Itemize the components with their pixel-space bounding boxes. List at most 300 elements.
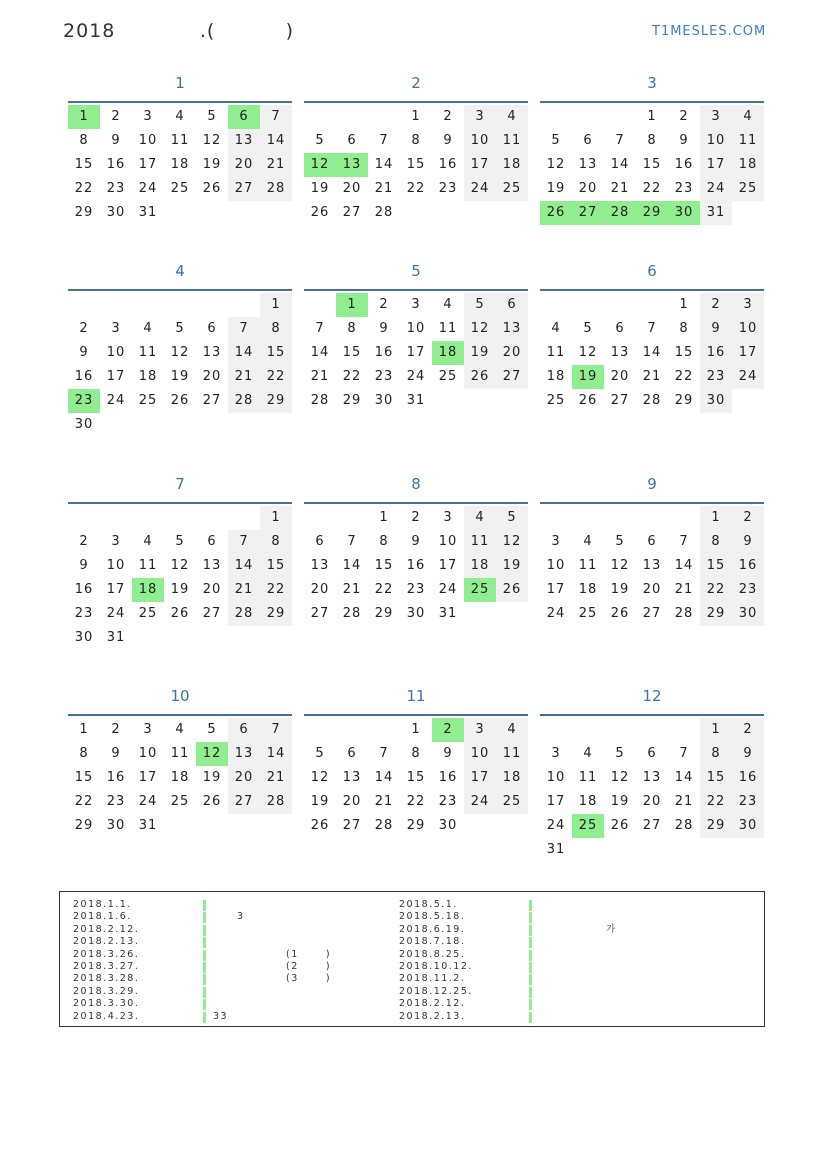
day-cell: 11 bbox=[170, 746, 190, 761]
day-cell: 21 bbox=[674, 582, 694, 597]
empty-day-cell bbox=[636, 293, 668, 317]
day-cell: 6 bbox=[647, 746, 657, 761]
day-cell: 4 bbox=[175, 109, 185, 124]
day-cell: 7 bbox=[379, 133, 389, 148]
day-cell: 24 bbox=[732, 365, 764, 389]
day-cell: 22 bbox=[260, 578, 292, 602]
day-cell: 9 bbox=[411, 534, 421, 549]
day-cell: 3 bbox=[464, 718, 496, 742]
empty-day-cell bbox=[668, 506, 700, 530]
day-cell: 2 bbox=[732, 506, 764, 530]
day-cell: 17 bbox=[138, 770, 158, 785]
holiday-note-date: 2018.1.6. bbox=[73, 911, 132, 923]
day-cell: 12 bbox=[610, 558, 630, 573]
empty-day-cell bbox=[604, 718, 636, 742]
holiday-note-date: 2018.2.12. bbox=[73, 923, 140, 935]
day-cell: 2 bbox=[79, 534, 89, 549]
day-cell: 18 bbox=[732, 153, 764, 177]
day-cell: 6 bbox=[347, 746, 357, 761]
day-grid bbox=[68, 105, 292, 225]
holiday-color-marker bbox=[529, 1012, 532, 1023]
day-cell: 1 bbox=[411, 109, 421, 124]
day-cell: 14 bbox=[260, 129, 292, 153]
day-cell: 4 bbox=[551, 321, 561, 336]
month-divider bbox=[304, 289, 528, 291]
day-cell: 28 bbox=[228, 389, 260, 413]
holiday-note-date: 2018.7.18. bbox=[399, 936, 466, 948]
day-cell: 16 bbox=[700, 341, 732, 365]
day-cell: 29 bbox=[374, 606, 394, 621]
day-cell: 5 bbox=[615, 534, 625, 549]
day-cell: 7 bbox=[379, 746, 389, 761]
holiday-color-marker bbox=[529, 900, 532, 911]
brand-logo-text[interactable]: T1MESLES.COM bbox=[652, 24, 767, 39]
day-grid bbox=[68, 293, 292, 437]
empty-day-cell bbox=[604, 105, 636, 129]
day-cell: 6 bbox=[347, 133, 357, 148]
day-cell: 28 bbox=[374, 205, 394, 220]
page-title: 2018 .( ) bbox=[63, 20, 295, 42]
day-cell: 31 bbox=[138, 205, 158, 220]
month-divider bbox=[68, 714, 292, 716]
day-cell: 20 bbox=[642, 582, 662, 597]
day-cell: 14 bbox=[310, 345, 330, 360]
day-cell: 10 bbox=[106, 558, 126, 573]
day-cell: 27 bbox=[342, 205, 362, 220]
holiday-note-row bbox=[399, 924, 719, 936]
day-cell: 1 bbox=[260, 293, 292, 317]
day-cell: 22 bbox=[674, 369, 694, 384]
day-cell: 11 bbox=[578, 770, 598, 785]
day-cell: 3 bbox=[111, 534, 121, 549]
holiday-note-row bbox=[399, 973, 719, 985]
day-cell: 10 bbox=[138, 746, 158, 761]
day-cell: 19 bbox=[170, 369, 190, 384]
day-cell: 28 bbox=[674, 606, 694, 621]
day-cell: 23 bbox=[438, 181, 458, 196]
day-cell: 18 bbox=[170, 770, 190, 785]
day-cell: 6 bbox=[207, 534, 217, 549]
month-divider bbox=[68, 289, 292, 291]
day-cell: 8 bbox=[79, 746, 89, 761]
holiday-color-marker bbox=[529, 999, 532, 1010]
empty-day-cell bbox=[100, 293, 132, 317]
day-cell: 30 bbox=[406, 606, 426, 621]
day-cell: 13 bbox=[228, 129, 260, 153]
day-cell: 30 bbox=[74, 417, 94, 432]
holiday-color-marker bbox=[203, 1012, 206, 1023]
holiday-note-row bbox=[73, 936, 393, 948]
day-cell: 14 bbox=[342, 558, 362, 573]
day-cell: 24 bbox=[464, 790, 496, 814]
day-cell: 4 bbox=[583, 534, 593, 549]
empty-day-cell bbox=[336, 105, 368, 129]
day-cell: 25 bbox=[138, 393, 158, 408]
day-cell: 15 bbox=[260, 341, 292, 365]
holiday-note-row bbox=[73, 911, 393, 923]
day-cell: 20 bbox=[202, 369, 222, 384]
day-cell: 6 bbox=[583, 133, 593, 148]
day-cell: 16 bbox=[374, 345, 394, 360]
month-divider bbox=[304, 101, 528, 103]
day-cell: 23 bbox=[106, 794, 126, 809]
day-cell: 16 bbox=[106, 770, 126, 785]
holiday-color-marker bbox=[529, 987, 532, 998]
day-cell: 17 bbox=[406, 345, 426, 360]
day-cell: 1 bbox=[260, 506, 292, 530]
holiday-color-marker bbox=[529, 912, 532, 923]
day-cell: 3 bbox=[464, 105, 496, 129]
day-cell: 3 bbox=[443, 510, 453, 525]
day-grid bbox=[304, 506, 528, 626]
empty-day-cell bbox=[304, 718, 336, 742]
day-cell: 19 bbox=[202, 770, 222, 785]
day-cell: 3 bbox=[111, 321, 121, 336]
day-grid bbox=[68, 506, 292, 650]
day-cell: 12 bbox=[310, 770, 330, 785]
empty-day-cell bbox=[368, 718, 400, 742]
day-cell: 30 bbox=[438, 818, 458, 833]
day-cell: 14 bbox=[374, 770, 394, 785]
month-divider bbox=[540, 101, 764, 103]
month-12 bbox=[540, 681, 764, 862]
day-cell: 3 bbox=[411, 297, 421, 312]
empty-day-cell bbox=[604, 506, 636, 530]
day-cell: 14 bbox=[374, 157, 394, 172]
day-cell: 9 bbox=[379, 321, 389, 336]
day-cell: 20 bbox=[310, 582, 330, 597]
day-cell: 11 bbox=[496, 742, 528, 766]
day-cell: 6 bbox=[615, 321, 625, 336]
holiday-day-cell: 23 bbox=[68, 389, 100, 413]
day-cell: 22 bbox=[700, 578, 732, 602]
month-divider bbox=[68, 101, 292, 103]
holiday-color-marker bbox=[203, 950, 206, 961]
holiday-day-cell: 2 bbox=[432, 718, 464, 742]
day-cell: 2 bbox=[411, 510, 421, 525]
day-cell: 26 bbox=[496, 578, 528, 602]
day-cell: 3 bbox=[732, 293, 764, 317]
empty-day-cell bbox=[196, 506, 228, 530]
holiday-note-date: 2018.5.1. bbox=[399, 899, 458, 910]
day-cell: 9 bbox=[679, 133, 689, 148]
day-cell: 3 bbox=[551, 534, 561, 549]
day-cell: 4 bbox=[143, 534, 153, 549]
empty-day-cell bbox=[196, 293, 228, 317]
day-cell: 19 bbox=[310, 794, 330, 809]
day-cell: 16 bbox=[106, 157, 126, 172]
day-cell: 27 bbox=[610, 393, 630, 408]
holiday-day-cell: 25 bbox=[464, 578, 496, 602]
empty-day-cell bbox=[132, 293, 164, 317]
day-cell: 28 bbox=[260, 177, 292, 201]
holiday-color-marker bbox=[529, 937, 532, 948]
month-11 bbox=[304, 681, 528, 838]
day-cell: 12 bbox=[496, 530, 528, 554]
day-cell: 18 bbox=[578, 582, 598, 597]
day-cell: 13 bbox=[310, 558, 330, 573]
day-cell: 11 bbox=[496, 129, 528, 153]
day-cell: 14 bbox=[674, 770, 694, 785]
holiday-note-row bbox=[73, 1011, 393, 1023]
empty-day-cell bbox=[636, 506, 668, 530]
holiday-note-date: 2018.10.12. bbox=[399, 961, 473, 972]
day-cell: 29 bbox=[260, 602, 292, 626]
day-cell: 22 bbox=[406, 794, 426, 809]
month-title: 6 bbox=[647, 262, 657, 280]
month-8 bbox=[304, 469, 528, 626]
day-cell: 5 bbox=[496, 506, 528, 530]
day-cell: 12 bbox=[170, 345, 190, 360]
day-cell: 8 bbox=[347, 321, 357, 336]
day-cell: 21 bbox=[342, 582, 362, 597]
day-cell: 26 bbox=[202, 794, 222, 809]
empty-day-cell bbox=[100, 506, 132, 530]
day-cell: 10 bbox=[464, 129, 496, 153]
day-grid bbox=[304, 718, 528, 838]
day-cell: 23 bbox=[732, 790, 764, 814]
empty-day-cell bbox=[540, 506, 572, 530]
day-cell: 30 bbox=[732, 814, 764, 838]
day-cell: 27 bbox=[310, 606, 330, 621]
holiday-color-marker bbox=[203, 974, 206, 985]
day-cell: 25 bbox=[496, 177, 528, 201]
day-cell: 7 bbox=[347, 534, 357, 549]
day-cell: 25 bbox=[496, 790, 528, 814]
empty-day-cell bbox=[540, 105, 572, 129]
day-cell: 18 bbox=[170, 157, 190, 172]
day-cell: 5 bbox=[175, 321, 185, 336]
day-cell: 10 bbox=[464, 742, 496, 766]
day-cell: 19 bbox=[310, 181, 330, 196]
day-cell: 17 bbox=[546, 794, 566, 809]
day-cell: 13 bbox=[578, 157, 598, 172]
empty-day-cell bbox=[368, 105, 400, 129]
empty-day-cell bbox=[572, 105, 604, 129]
day-cell: 23 bbox=[674, 181, 694, 196]
day-cell: 30 bbox=[732, 602, 764, 626]
holiday-color-marker bbox=[203, 900, 206, 911]
day-cell: 8 bbox=[411, 746, 421, 761]
day-cell: 25 bbox=[438, 369, 458, 384]
day-cell: 3 bbox=[143, 722, 153, 737]
day-cell: 19 bbox=[170, 582, 190, 597]
day-cell: 10 bbox=[546, 558, 566, 573]
empty-day-cell bbox=[304, 506, 336, 530]
day-cell: 26 bbox=[578, 393, 598, 408]
day-cell: 28 bbox=[642, 393, 662, 408]
day-cell: 30 bbox=[700, 389, 732, 413]
day-cell: 16 bbox=[732, 554, 764, 578]
day-cell: 7 bbox=[679, 534, 689, 549]
day-cell: 13 bbox=[202, 345, 222, 360]
holiday-day-cell: 6 bbox=[228, 105, 260, 129]
empty-day-cell bbox=[132, 506, 164, 530]
day-cell: 15 bbox=[406, 157, 426, 172]
empty-day-cell bbox=[572, 293, 604, 317]
holiday-day-cell: 18 bbox=[432, 341, 464, 365]
holiday-note-row bbox=[399, 961, 719, 973]
day-cell: 9 bbox=[732, 742, 764, 766]
holiday-day-cell: 13 bbox=[336, 153, 368, 177]
day-cell: 16 bbox=[406, 558, 426, 573]
day-cell: 21 bbox=[310, 369, 330, 384]
day-cell: 29 bbox=[342, 393, 362, 408]
empty-day-cell bbox=[572, 506, 604, 530]
holiday-note-row bbox=[399, 899, 719, 911]
day-cell: 1 bbox=[379, 510, 389, 525]
month-title: 12 bbox=[642, 687, 662, 705]
day-cell: 23 bbox=[106, 181, 126, 196]
day-cell: 24 bbox=[138, 794, 158, 809]
holiday-note-row bbox=[73, 899, 393, 911]
holiday-note-row bbox=[399, 986, 719, 998]
day-cell: 17 bbox=[700, 153, 732, 177]
holiday-note-date: 2018.2.13. bbox=[399, 1010, 466, 1022]
holiday-notes-box bbox=[59, 891, 765, 1027]
month-title: 4 bbox=[175, 262, 185, 280]
day-cell: 17 bbox=[138, 157, 158, 172]
day-cell: 20 bbox=[578, 181, 598, 196]
month-title: 1 bbox=[175, 74, 185, 92]
day-cell: 25 bbox=[546, 393, 566, 408]
day-cell: 4 bbox=[143, 321, 153, 336]
day-cell: 24 bbox=[546, 818, 566, 833]
day-cell: 24 bbox=[438, 582, 458, 597]
day-cell: 28 bbox=[260, 790, 292, 814]
day-cell: 2 bbox=[111, 722, 121, 737]
day-cell: 17 bbox=[464, 153, 496, 177]
day-cell: 7 bbox=[679, 746, 689, 761]
day-cell: 28 bbox=[342, 606, 362, 621]
day-cell: 20 bbox=[342, 794, 362, 809]
day-cell: 2 bbox=[679, 109, 689, 124]
day-cell: 4 bbox=[732, 105, 764, 129]
day-cell: 11 bbox=[138, 345, 158, 360]
day-cell: 15 bbox=[74, 770, 94, 785]
day-cell: 15 bbox=[674, 345, 694, 360]
day-cell: 26 bbox=[464, 365, 496, 389]
day-cell: 21 bbox=[260, 153, 292, 177]
day-cell: 29 bbox=[406, 818, 426, 833]
empty-day-cell bbox=[164, 506, 196, 530]
day-cell: 13 bbox=[642, 558, 662, 573]
holiday-day-cell: 28 bbox=[604, 201, 636, 225]
day-cell: 31 bbox=[106, 630, 126, 645]
day-cell: 20 bbox=[202, 582, 222, 597]
day-cell: 26 bbox=[202, 181, 222, 196]
day-cell: 7 bbox=[260, 105, 292, 129]
day-cell: 14 bbox=[260, 742, 292, 766]
day-cell: 5 bbox=[315, 746, 325, 761]
day-cell: 31 bbox=[138, 818, 158, 833]
holiday-note-date: 2018.2.12. bbox=[399, 998, 466, 1010]
day-grid bbox=[68, 718, 292, 838]
empty-day-cell bbox=[228, 506, 260, 530]
day-cell: 14 bbox=[228, 341, 260, 365]
day-cell: 15 bbox=[260, 554, 292, 578]
holiday-note-text: 가 bbox=[606, 923, 617, 935]
day-cell: 15 bbox=[406, 770, 426, 785]
day-cell: 9 bbox=[443, 746, 453, 761]
day-cell: 23 bbox=[74, 606, 94, 621]
holiday-note-date: 2018.1.1. bbox=[73, 899, 132, 910]
day-cell: 9 bbox=[79, 558, 89, 573]
day-cell: 12 bbox=[578, 345, 598, 360]
day-cell: 5 bbox=[175, 534, 185, 549]
day-cell: 24 bbox=[406, 369, 426, 384]
day-cell: 11 bbox=[732, 129, 764, 153]
day-cell: 13 bbox=[342, 770, 362, 785]
day-cell: 25 bbox=[578, 606, 598, 621]
holiday-note-row bbox=[399, 911, 719, 923]
day-cell: 4 bbox=[443, 297, 453, 312]
day-cell: 4 bbox=[175, 722, 185, 737]
month-divider bbox=[540, 714, 764, 716]
day-cell: 10 bbox=[546, 770, 566, 785]
day-cell: 12 bbox=[610, 770, 630, 785]
day-cell: 15 bbox=[700, 554, 732, 578]
holiday-note-date: 2018.6.19. bbox=[399, 923, 466, 935]
day-cell: 18 bbox=[464, 554, 496, 578]
month-title: 8 bbox=[411, 475, 421, 493]
holiday-note-date: 2018.8.25. bbox=[399, 948, 466, 960]
day-cell: 20 bbox=[496, 341, 528, 365]
holiday-color-marker bbox=[203, 999, 206, 1010]
month-title: 9 bbox=[647, 475, 657, 493]
day-cell: 4 bbox=[583, 746, 593, 761]
day-cell: 9 bbox=[443, 133, 453, 148]
day-cell: 30 bbox=[374, 393, 394, 408]
month-10 bbox=[68, 681, 292, 838]
day-cell: 23 bbox=[732, 578, 764, 602]
day-cell: 13 bbox=[610, 345, 630, 360]
month-divider bbox=[68, 502, 292, 504]
day-cell: 5 bbox=[583, 321, 593, 336]
day-cell: 11 bbox=[170, 133, 190, 148]
day-cell: 4 bbox=[496, 718, 528, 742]
day-cell: 26 bbox=[310, 818, 330, 833]
day-cell: 21 bbox=[228, 578, 260, 602]
empty-day-cell bbox=[668, 718, 700, 742]
day-cell: 7 bbox=[647, 321, 657, 336]
day-cell: 23 bbox=[438, 794, 458, 809]
day-grid bbox=[540, 718, 764, 862]
day-cell: 24 bbox=[106, 393, 126, 408]
holiday-note-text: (3 ) bbox=[286, 973, 332, 985]
holiday-color-marker bbox=[529, 925, 532, 936]
day-cell: 30 bbox=[74, 630, 94, 645]
month-title: 7 bbox=[175, 475, 185, 493]
holiday-color-marker bbox=[529, 974, 532, 985]
day-cell: 7 bbox=[315, 321, 325, 336]
holiday-day-cell: 25 bbox=[572, 814, 604, 838]
day-cell: 17 bbox=[106, 369, 126, 384]
day-cell: 21 bbox=[674, 794, 694, 809]
day-cell: 1 bbox=[411, 722, 421, 737]
holiday-color-marker bbox=[203, 912, 206, 923]
day-cell: 13 bbox=[202, 558, 222, 573]
day-cell: 26 bbox=[310, 205, 330, 220]
holiday-note-date: 2018.3.30. bbox=[73, 998, 140, 1010]
day-cell: 8 bbox=[260, 530, 292, 554]
day-cell: 23 bbox=[406, 582, 426, 597]
day-cell: 15 bbox=[74, 157, 94, 172]
day-cell: 26 bbox=[610, 818, 630, 833]
day-cell: 6 bbox=[228, 718, 260, 742]
month-2 bbox=[304, 68, 528, 225]
day-cell: 11 bbox=[438, 321, 458, 336]
